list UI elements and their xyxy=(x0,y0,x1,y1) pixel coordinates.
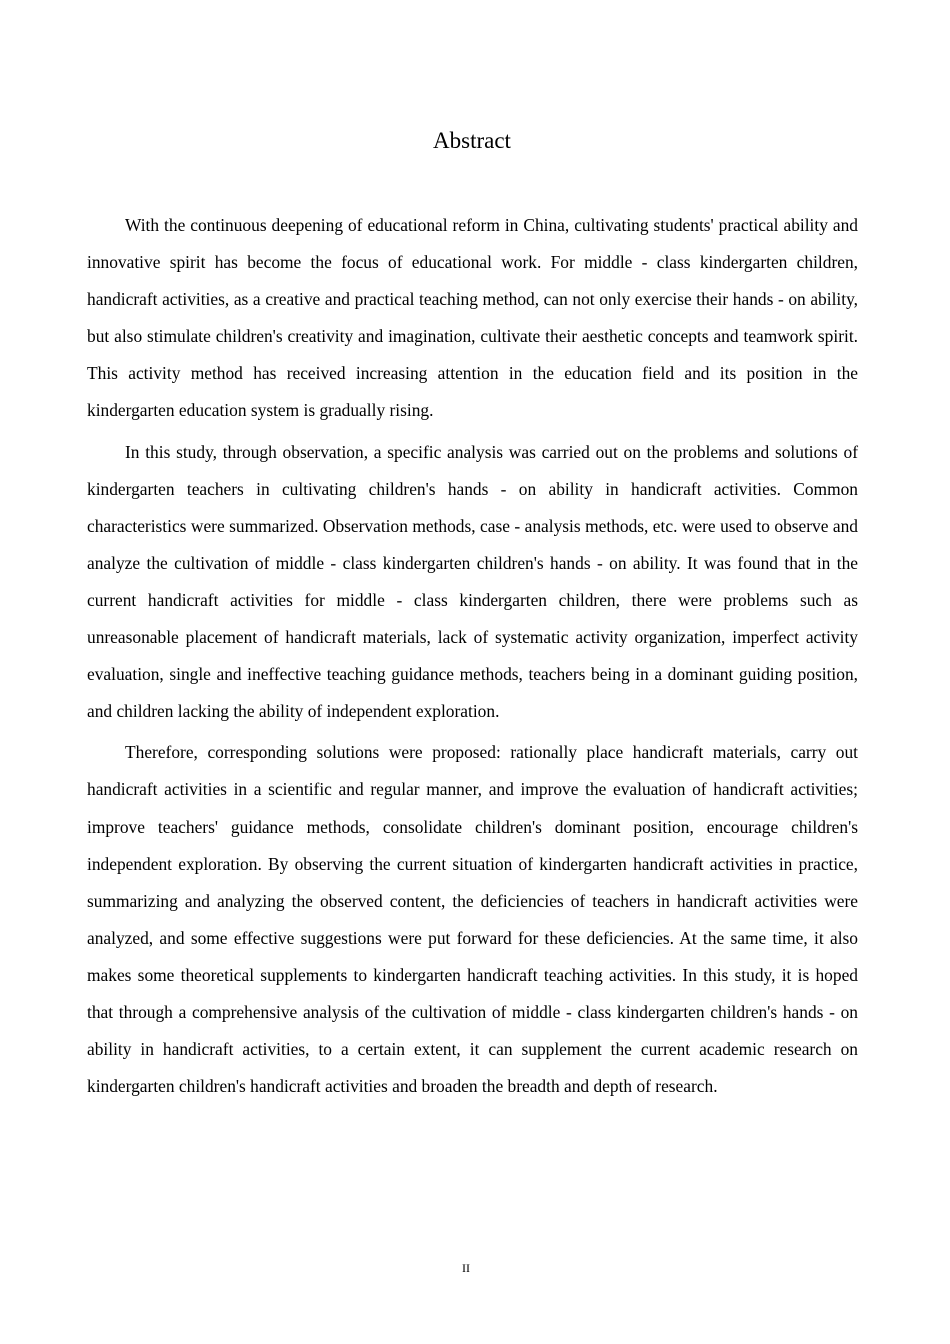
abstract-title: Abstract xyxy=(433,128,511,153)
abstract-body xyxy=(87,207,858,1109)
abstract-paragraph-1: With the continuous deepening of educational reform in China, cultivating students' practical ability and innovative spirit has become the focus of educational work. For middle - class kindergarten children, handicraft activities, as a creative and practical teaching method, can not only exercise their hands - on ability, but also stimulate children's creativity and imagination, cultivate their aesthetic concepts and teamwork spirit. This activity method has received increasing attention in the education field and its position in the kindergarten education system is gradually rising. xyxy=(87,215,858,421)
abstract-paragraph-2: In this study, through observation, a specific analysis was carried out on the problems and solutions of kindergarten teachers in cultivating children's hands - on ability in handicraft activities. Common characteristics were summarized. Observation methods, case - analysis methods, etc. were used to observe and analyze the cultivation of middle - class kindergarten children's hands - on ability. It was found that in the current handicraft activities for middle - class kindergarten children, there were problems such as unreasonable placement of handicraft materials, lack of systematic activity organization, imperfect activity evaluation, single and ineffective teaching guidance methods, teachers being in a dominant guiding position, and children lacking the ability of independent exploration. xyxy=(87,441,858,722)
page-number: II xyxy=(462,1261,470,1275)
abstract-paragraph-3: Therefore, corresponding solutions were proposed: rationally place handicraft materials, carry out handicraft activities in a scientific and regular manner, and improve the evaluation of handicraft activities; improve teachers' guidance methods, consolidate children's dominant position, encourage children's independent exploration. By observing the current situation of kindergarten handicraft activities in practice, summarizing and analyzing the observed content, the deficiencies of teachers in handicraft activities were analyzed, and some effective suggestions were put forward for these deficiencies. At the same time, it also makes some theoretical supplements to kindergarten handicraft teaching activities. In this study, it is hoped that through a comprehensive analysis of the cultivation of middle - class kindergarten children's hands - on ability in handicraft activities, to a certain extent, it can supplement the current academic research on kindergarten children's handicraft activities and broaden the breadth and depth of research. xyxy=(87,742,858,1097)
